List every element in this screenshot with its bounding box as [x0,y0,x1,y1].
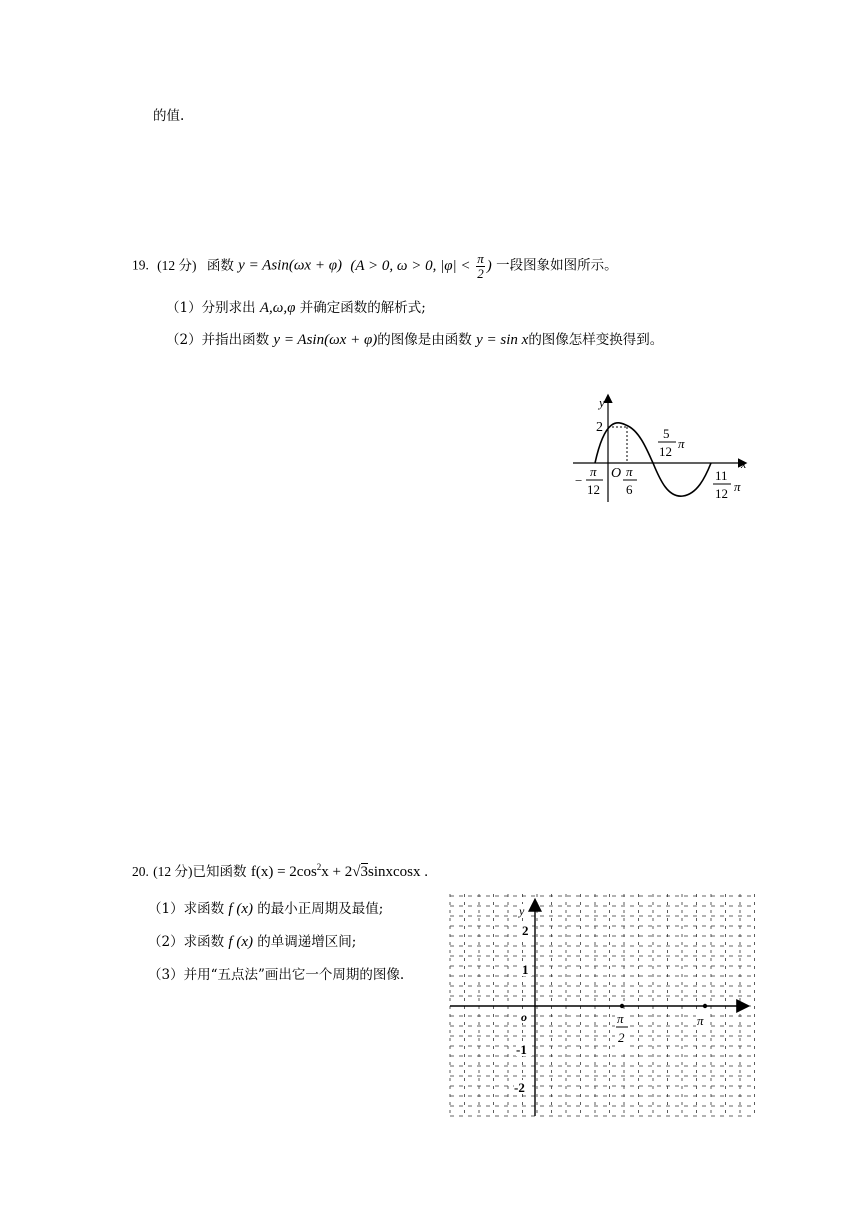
sine-curve [595,423,711,496]
y-axis-label: y [599,395,605,410]
part-text: 的图像怎样变换得到。 [528,332,664,348]
svg-text:11: 11 [715,468,728,483]
svg-text:π: π [617,1011,624,1026]
question-19-stem [132,252,618,280]
question-20-stem [132,860,428,881]
part-label: （2） [166,332,202,348]
part-label: （1） [148,901,184,917]
stem-prefix: 函数 [206,257,234,274]
question-20-part-2 [148,930,356,951]
function-formula: y = Asin(ωx + φ) [238,257,343,274]
previous-question-fragment: 的值. [153,108,185,124]
parameter-conditions: (A > 0, ω > 0, |φ| < $\frac{\pi}{2}$ ) [350,251,492,281]
origin-label: o [521,1010,527,1024]
part-label: （2） [148,934,184,950]
parameter-vars: A,ω,φ [259,300,296,316]
svg-text:π: π [734,479,741,494]
five-point-grid [446,890,762,1120]
svg-text:−: − [575,473,583,488]
origin-label: O [611,466,622,481]
part-text: 并确定函数的解析式; [299,300,426,316]
svg-text:6: 6 [626,482,633,497]
question-20-part-3 [148,963,404,983]
tick-pi-over-6 [623,464,637,497]
svg-text:π: π [626,464,633,479]
question-number: 20. [132,864,149,879]
part-label: （3） [148,967,184,983]
y-tick-1: 1 [522,962,529,977]
part-text: 的单调递增区间; [257,934,357,950]
part-text: 的图像是由函数 [377,332,472,348]
function-formula: y = Asin(ωx + φ) [273,332,378,348]
y-axis-label: y [519,904,525,918]
part-text: 求函数 [183,934,225,950]
part-text: 求函数 [183,901,225,917]
function-formula: $f(x) = 2\cos^2x$ + 2√3sinxcosx . [250,862,428,880]
tick-neg-pi-over-12 [575,464,603,497]
part-text: 的最小正周期及最值; [257,901,384,917]
sine-graph-figure [565,390,755,510]
x-axis-label: x [741,457,747,471]
svg-text:5: 5 [663,426,670,441]
tick-11pi-over-12 [713,468,741,501]
part-text: 分别求出 [201,300,256,316]
tick-dot-pi [703,1004,707,1008]
fraction-pi-over-2: $\frac{\pi}{2}$ [477,251,484,281]
part-text: 并指出函数 [201,332,270,348]
stem-prefix: 已知函数 [192,864,247,880]
function-symbol: f (x) [228,901,253,917]
x-tick-half-pi [615,1011,629,1049]
tick-dot-half-pi [620,1004,624,1008]
x-tick-pi: π [697,1013,704,1028]
question-number: 19. [132,257,149,273]
svg-text:12: 12 [587,482,600,497]
svg-text:12: 12 [715,486,728,501]
y-tick-2: 2 [522,923,529,938]
svg-text:2: 2 [618,1030,625,1045]
amplitude-label: 2 [596,420,603,435]
svg-text:π: π [678,436,685,451]
part-label: （1） [166,300,202,316]
question-score: (12 分) [157,257,197,273]
stem-suffix: 一段图象如图所示。 [496,257,618,274]
question-20-part-1 [148,897,383,918]
question-19-part-1 [166,296,426,317]
sine-formula: y = sin x [476,332,529,348]
question-19-part-2 [166,328,663,349]
svg-text:12: 12 [659,444,672,459]
tick-5pi-over-12 [658,426,685,459]
y-tick-neg-2: -2 [514,1080,525,1095]
question-score: (12 分) [153,864,193,879]
dashed-gridlines [450,894,756,1116]
svg-text:π: π [590,464,597,479]
y-tick-neg-1: -1 [516,1042,527,1057]
function-symbol: f (x) [228,934,253,950]
part-text: 并用“五点法”画出它一个周期的图像. [183,967,405,983]
